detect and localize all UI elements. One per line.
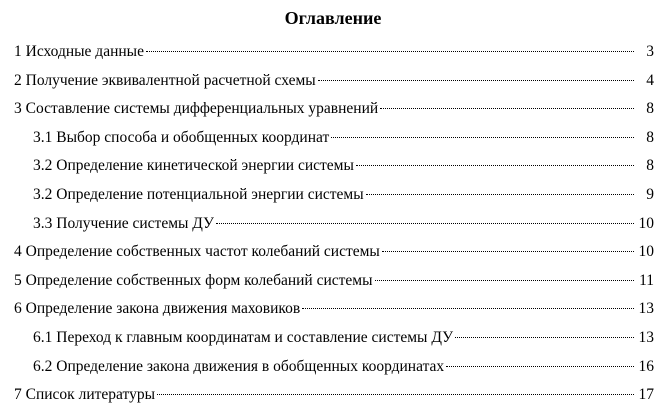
toc-entry-page[interactable]: 8 [646, 100, 654, 118]
toc-entry-label[interactable]: 3 Составление системы дифференциальных уравнений [14, 100, 379, 118]
toc-entry-3-2a[interactable] [0, 154, 666, 183]
dot-leader [146, 51, 634, 52]
dot-leader [455, 337, 634, 338]
toc-entry-page[interactable]: 10 [638, 214, 654, 232]
dot-leader [318, 80, 634, 81]
toc-list [0, 40, 666, 412]
toc-entry-label[interactable]: 6.2 Определение закона движения в обобщенных координатах [33, 357, 445, 375]
toc-entry-7[interactable] [0, 383, 666, 412]
toc-entry-label[interactable]: 2 Получение эквивалентной расчетной схемы [14, 71, 316, 89]
toc-entry-2[interactable] [0, 69, 666, 98]
toc-entry-label[interactable]: 5 Определение собственных форм колебаний системы [14, 271, 373, 289]
dot-leader [331, 137, 634, 138]
toc-entry-4[interactable] [0, 240, 666, 269]
toc-entry-page[interactable]: 4 [646, 71, 654, 89]
dot-leader [366, 194, 634, 195]
toc-entry-1[interactable] [0, 40, 666, 69]
toc-entry-6-2[interactable] [0, 355, 666, 384]
dot-leader [375, 280, 634, 281]
toc-entry-page[interactable]: 11 [639, 271, 654, 289]
toc-entry-label[interactable]: 3.3 Получение системы ДУ [33, 214, 215, 232]
toc-entry-label[interactable]: 1 Исходные данные [14, 43, 144, 60]
dot-leader [157, 394, 634, 395]
toc-entry-label[interactable]: 4 Определение собственных частот колебаний системы [14, 243, 380, 261]
dot-leader [302, 308, 634, 309]
dot-leader [356, 165, 634, 166]
toc-entry-label[interactable]: 7 Список литературы [14, 386, 155, 404]
toc-entry-page[interactable]: 9 [646, 185, 654, 203]
toc-entry-page[interactable]: 13 [638, 300, 654, 318]
toc-entry-page[interactable]: 3 [646, 43, 654, 60]
toc-entry-6[interactable] [0, 297, 666, 326]
dot-leader [382, 251, 634, 252]
toc-entry-5[interactable] [0, 269, 666, 298]
toc-entry-3-1[interactable] [0, 126, 666, 155]
toc-entry-page[interactable]: 8 [646, 157, 654, 175]
toc-entry-page[interactable]: 17 [638, 386, 654, 404]
toc-entry-3-3[interactable] [0, 212, 666, 241]
toc-entry-page[interactable]: 10 [638, 243, 654, 261]
toc-entry-page[interactable]: 16 [638, 357, 654, 375]
toc-entry-page[interactable]: 8 [646, 128, 654, 146]
dot-leader [446, 366, 634, 367]
dot-leader [216, 223, 634, 224]
toc-entry-page[interactable]: 13 [638, 328, 654, 346]
toc-entry-3[interactable] [0, 97, 666, 126]
toc-entry-label[interactable]: 3.1 Выбор способа и обобщенных координат [33, 128, 330, 146]
toc-entry-label[interactable]: 6 Определение закона движения маховиков [14, 300, 301, 318]
toc-entry-label[interactable]: 3.2 Определение кинетической энергии системы [33, 157, 354, 175]
toc-entry-label[interactable]: 6.1 Переход к главным координатам и составление системы ДУ [33, 328, 454, 346]
dot-leader [380, 108, 634, 109]
toc-entry-label[interactable]: 3.2 Определение потенциальной энергии системы [33, 185, 364, 203]
toc-entry-3-2b[interactable] [0, 183, 666, 212]
toc-heading: Оглавление [284, 8, 382, 28]
toc-entry-6-1[interactable] [0, 326, 666, 355]
